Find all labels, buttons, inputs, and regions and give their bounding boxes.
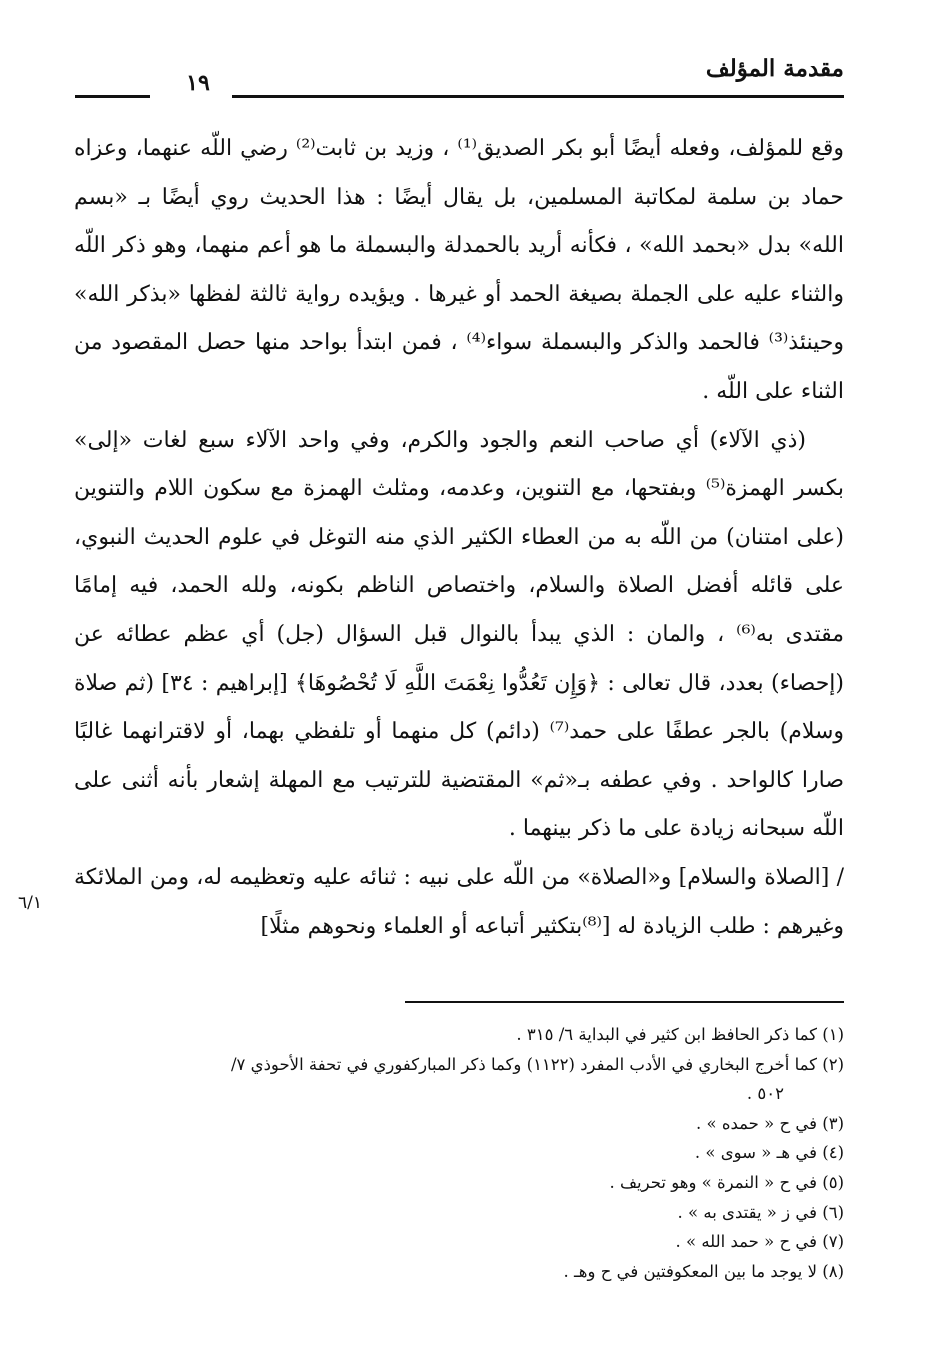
footnote: (٧) في ح « حمد الله » . — [675, 1232, 844, 1252]
paragraph: (ذي الآلاء) أي صاحب النعم والجود والكرم، وفي واحد الآلاء سبع لغات «إلى» بكسر الهمزة⁽⁵⁾ وبفتحها، مع التنوين، وعدمه، ومثلث الهمزة مع سكون اللام والتنوين (على امتنان) من اللّه به من العطاء الكثير الذي منه التوغل في علوم الحديث النبوي، على قائله أفضل الصلاة والسلام، واختصاص الناظم بكونه، ولله الحمد، فيه إمامًا مقتدى به⁽⁶⁾ ، والمان : الذي يبدأ بالنوال قبل السؤال (جل) أي عظم عطائه عن (إحصاء) بعدد، قال تعالى : ﴿وَإِن تَعُدُّوا نِعْمَتَ اللَّهِ لَا تُحْصُوهَا﴾ [إبراهيم : ٣٤] (ثم صلاة وسلام) بالجر عطفًا على حمد⁽⁷⁾ (دائم) كل منهما أو تلفظي بهما، أو لاقترانهما غالبًا صارا كالواحد . وفي عطفه بـ«ثم» المقتضية للترتيب مع المهلة إشعار بأنه أثنى على اللّه سبحانه زيادة على ما ذكر بينهما . — [74, 427, 844, 842]
footnote: (٥) في ح « النمرة » وهو تحريف . — [609, 1172, 844, 1192]
footnote: (٤) في هـ « سوى » . — [694, 1143, 844, 1163]
footnote: (٦) في ز « يقتدى به » . — [677, 1202, 844, 1222]
paragraph: / [الصلاة والسلام] و«الصلاة» من اللّه على نبيه : ثنائه عليه وتعظيمه له، ومن الملائكة وغيرهم : طلب الزيادة له [⁽⁸⁾بتكثير أتباعه أو العلماء ونحوهم مثلًا] — [74, 864, 844, 939]
footnote: (٢) كما أخرج البخاري في الأدب المفرد (١١٢٢) وكما ذكر المباركفوري في تحفة الأحوذي ٧/ — [230, 1054, 844, 1074]
footnote: (١) كما ذكر الحافظ ابن كثير في البداية ٦/ ٣١٥ . — [516, 1025, 844, 1044]
footnote-rule — [405, 1001, 844, 1003]
header-rule — [232, 95, 844, 98]
paragraph: وقع للمؤلف، وفعله أيضًا أبو بكر الصديق⁽¹⁾ ، وزيد بن ثابت⁽²⁾ رضي اللّه عنهما، وعزاه حماد بن سلمة لمكاتبة المسلمين، بل يقال أيضًا : هذا الحديث روي أيضًا بـ «بسم الله» بدل «بحمد الله» ، فكأنه أريد بالحمدلة والبسملة ما هو أعم منهما، وهو ذكر اللّه والثناء عليه على الجملة بصيغة الحمد أو غيرها . ويؤيده رواية ثالثة لفظها «بذكر الله» وحينئذ⁽³⁾ فالحمد والذكر والبسملة سواء⁽⁴⁾ ، فمن ابتدأ بواحد منها حصل المقصود من الثناء على اللّه . — [74, 136, 844, 404]
page-number: ١٩ — [186, 70, 210, 96]
header-rule-short — [75, 95, 150, 98]
main-text — [74, 125, 844, 951]
footnotes — [74, 1020, 844, 1286]
margin-reference: ٦/١ — [18, 893, 42, 913]
running-head: مقدمة المؤلف — [705, 55, 844, 82]
footnote: (٨) لا يوجد ما بين المعكوفتين في ح وهـ . — [563, 1261, 844, 1281]
footnote: (٣) في ح « حمده » . — [696, 1113, 844, 1133]
footnote-continuation: ٥٠٢ . — [746, 1084, 784, 1104]
